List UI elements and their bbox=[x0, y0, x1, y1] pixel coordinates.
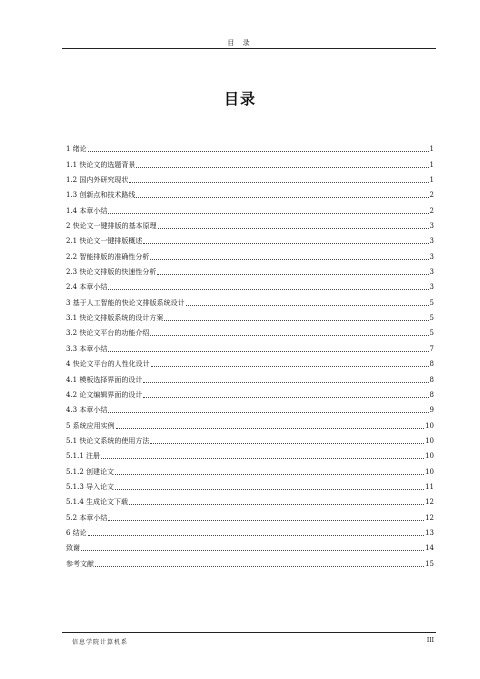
toc-entry[interactable] bbox=[66, 354, 434, 369]
toc-entry[interactable] bbox=[66, 216, 434, 231]
toc-entry-label: 4.2 论文编辑界面的设计 bbox=[66, 390, 143, 399]
dot-leader bbox=[150, 259, 428, 260]
dot-leader bbox=[186, 305, 429, 306]
toc-entry-page: 8 bbox=[429, 375, 434, 384]
dot-leader bbox=[88, 151, 429, 152]
toc-entry-page: 13 bbox=[425, 528, 434, 537]
toc-entry[interactable] bbox=[66, 231, 434, 246]
toc-entry-label: 1.1 快论文的选题背景 bbox=[66, 160, 136, 169]
dot-leader bbox=[136, 197, 428, 198]
toc-entry[interactable] bbox=[66, 308, 434, 323]
toc-entry[interactable] bbox=[66, 369, 434, 384]
toc-entry-page: 5 bbox=[429, 298, 434, 307]
toc-entry-label: 2.4 本章小结 bbox=[66, 283, 108, 292]
dot-leader bbox=[108, 213, 428, 214]
running-header: 目 录 bbox=[227, 39, 253, 47]
toc-entry-page: 2 bbox=[429, 191, 434, 200]
toc-entry-label: 5.1.1 注册 bbox=[66, 452, 101, 461]
dot-leader bbox=[143, 243, 428, 244]
toc-entry-page: 5 bbox=[429, 314, 434, 323]
dot-leader bbox=[164, 320, 428, 321]
dot-leader bbox=[115, 474, 424, 475]
toc-entry[interactable] bbox=[66, 507, 434, 522]
toc-entry[interactable] bbox=[66, 338, 434, 353]
page-title: 目录 bbox=[223, 90, 256, 108]
toc-entry[interactable] bbox=[66, 477, 434, 492]
toc-entry-page: 7 bbox=[429, 344, 434, 353]
toc-entry-page: 3 bbox=[429, 237, 434, 246]
toc-entry-page: 11 bbox=[425, 482, 434, 491]
dot-leader bbox=[81, 550, 424, 551]
dot-leader bbox=[101, 458, 424, 459]
toc-entry-label: 1.3 创新点和技术路线 bbox=[66, 191, 136, 200]
footer-rule bbox=[62, 632, 436, 633]
toc-entry-page: 10 bbox=[425, 421, 434, 430]
dot-leader bbox=[158, 228, 429, 229]
toc-entry-label: 4 快论文平台的人性化设计 bbox=[66, 360, 150, 369]
toc-entry-label: 5 系统应用实例 bbox=[66, 421, 115, 430]
toc-entry[interactable] bbox=[66, 323, 434, 338]
toc-entry[interactable] bbox=[66, 385, 434, 400]
dot-leader bbox=[95, 566, 424, 567]
dot-leader bbox=[136, 167, 428, 168]
toc-entry[interactable] bbox=[66, 461, 434, 476]
toc-entry-page: 10 bbox=[425, 467, 434, 476]
toc-entry-page: 8 bbox=[429, 390, 434, 399]
toc-entry-label: 3 基于人工智能的快论文排版系统设计 bbox=[66, 298, 185, 307]
toc-entry[interactable] bbox=[66, 400, 434, 415]
dot-leader bbox=[143, 397, 428, 398]
toc-entry[interactable] bbox=[66, 538, 434, 553]
toc-entry-page: 3 bbox=[429, 268, 434, 277]
toc-entry-page: 12 bbox=[425, 498, 434, 507]
toc-entry-label: 5.1.2 创建论文 bbox=[66, 467, 115, 476]
toc-entry[interactable] bbox=[66, 200, 434, 215]
toc-entry-label: 2.3 快论文排版的快速性分析 bbox=[66, 268, 157, 277]
toc-entry-page: 2 bbox=[429, 206, 434, 215]
toc-entry-label: 4.3 本章小结 bbox=[66, 406, 108, 415]
footer-page-number: III bbox=[426, 637, 434, 644]
toc-entry[interactable] bbox=[66, 154, 434, 169]
dot-leader bbox=[108, 289, 428, 290]
toc-entry-label: 1 绪论 bbox=[66, 145, 87, 154]
dot-leader bbox=[129, 182, 428, 183]
dot-leader bbox=[143, 382, 428, 383]
toc-entry-page: 5 bbox=[429, 329, 434, 338]
toc-entry-label: 2.2 智能排版的准确性分析 bbox=[66, 252, 150, 261]
toc-entry-page: 1 bbox=[429, 176, 434, 185]
toc-entry[interactable] bbox=[66, 553, 434, 568]
dot-leader bbox=[150, 335, 428, 336]
header-rule bbox=[62, 48, 436, 49]
toc-entry-page: 1 bbox=[429, 160, 434, 169]
dot-leader bbox=[129, 504, 424, 505]
dot-leader bbox=[108, 412, 428, 413]
toc-entry-page: 3 bbox=[429, 252, 434, 261]
toc-entry-label: 5.2 本章小结 bbox=[66, 513, 108, 522]
toc-entry-page: 3 bbox=[429, 222, 434, 231]
toc-entry-label: 3.3 本章小结 bbox=[66, 344, 108, 353]
toc-entry-page: 3 bbox=[429, 283, 434, 292]
toc-entry[interactable] bbox=[66, 415, 434, 430]
toc-entry-page: 10 bbox=[425, 452, 434, 461]
toc-entry-label: 2 快论文一键排版的基本原理 bbox=[66, 222, 157, 231]
toc-entry-label: 2.1 快论文一键排版概述 bbox=[66, 237, 143, 246]
dot-leader bbox=[157, 274, 428, 275]
dot-leader bbox=[88, 535, 424, 536]
dot-leader bbox=[115, 489, 424, 490]
toc-entry-label: 1.4 本章小结 bbox=[66, 206, 108, 215]
toc-entry-page: 9 bbox=[429, 406, 434, 415]
toc-entry-page: 12 bbox=[425, 513, 434, 522]
toc-entry[interactable] bbox=[66, 523, 434, 538]
dot-leader bbox=[108, 520, 424, 521]
toc-entry-label: 参考文献 bbox=[66, 559, 94, 568]
toc-entry-label: 3.1 快论文排版系统的设计方案 bbox=[66, 314, 164, 323]
toc-entry-label: 5.1.4 生成论文下载 bbox=[66, 498, 129, 507]
footer-department: 信息学院计算机系 bbox=[72, 639, 129, 646]
dot-leader bbox=[108, 351, 428, 352]
toc-entry[interactable] bbox=[66, 431, 434, 446]
toc-entry[interactable] bbox=[66, 492, 434, 507]
toc-entry-page: 1 bbox=[429, 145, 434, 154]
toc-entry-page: 15 bbox=[425, 559, 434, 568]
toc-entry-label: 6 结论 bbox=[66, 528, 87, 537]
toc-entry-page: 14 bbox=[425, 544, 434, 553]
toc-entry-label: 致谢 bbox=[66, 544, 80, 553]
toc-entry[interactable] bbox=[66, 277, 434, 292]
dot-leader bbox=[151, 366, 429, 367]
toc-entry-label: 3.2 快论文平台的功能介绍 bbox=[66, 329, 150, 338]
dot-leader bbox=[150, 443, 424, 444]
toc-entry-page: 8 bbox=[429, 360, 434, 369]
toc-entry[interactable] bbox=[66, 446, 434, 461]
toc-entry[interactable] bbox=[66, 185, 434, 200]
toc-entry-label: 5.1 快论文系统的使用方法 bbox=[66, 436, 150, 445]
toc-entry[interactable] bbox=[66, 170, 434, 185]
toc-entry-label: 1.2 国内外研究现状 bbox=[66, 176, 129, 185]
toc-entry-page: 10 bbox=[425, 436, 434, 445]
toc-entry-label: 5.1.3 导入论文 bbox=[66, 482, 115, 491]
toc-entry[interactable] bbox=[66, 246, 434, 261]
toc-entry[interactable] bbox=[66, 262, 434, 277]
table-of-contents bbox=[66, 139, 434, 569]
toc-entry[interactable] bbox=[66, 139, 434, 154]
dot-leader bbox=[116, 428, 424, 429]
toc-entry[interactable] bbox=[66, 292, 434, 307]
toc-entry-label: 4.1 模板选择界面的设计 bbox=[66, 375, 143, 384]
